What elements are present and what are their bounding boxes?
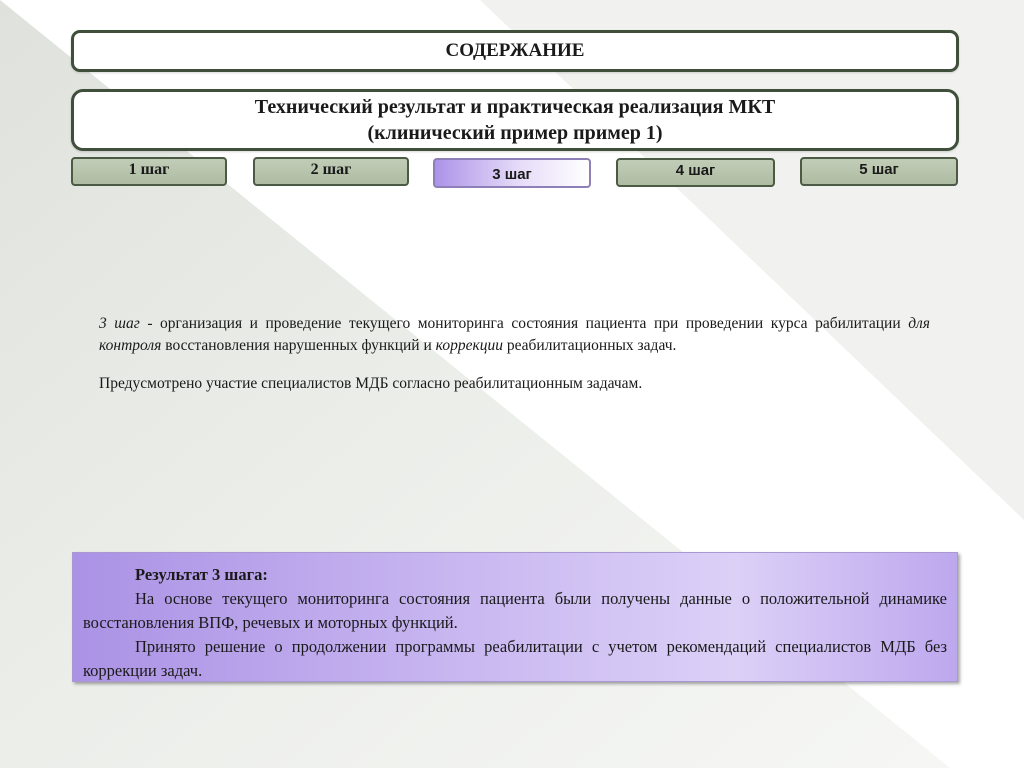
result-title: Результат 3 шага:: [135, 565, 268, 584]
step-2-button[interactable]: [253, 157, 409, 186]
step-description: [99, 313, 930, 395]
step-description-italic-1: для контроля: [99, 315, 930, 354]
step-1-button[interactable]: [71, 157, 227, 186]
step-description-part-a: - организация и проведение текущего мониторинга состояния пациента при проведении курса рабилитации: [139, 315, 909, 332]
result-panel: [72, 552, 958, 682]
result-paragraph-1: На основе текущего мониторинга состояния пациента были получены данные о положительной динамике восстановления ВПФ, речевых и моторных функций.: [83, 589, 947, 632]
step-3-button[interactable]: [433, 158, 591, 188]
step-description-paragraph-2: Предусмотрено участие специалистов МДБ согласно реабилитационным задачам.: [99, 375, 643, 392]
subtitle-line-1: Технический результат и практическая реализация МКТ: [254, 96, 776, 118]
step-5-button[interactable]: [800, 157, 958, 186]
section-subtitle: [71, 89, 959, 151]
subtitle-line-2: (клинический пример пример 1): [367, 122, 663, 144]
step-5-label: 5 шаг: [859, 161, 899, 178]
page-title-text: СОДЕРЖАНИЕ: [445, 40, 585, 61]
step-description-part-b: восстановления нарушенных функций и: [161, 337, 436, 354]
result-paragraph-2: Принято решение о продолжении программы реабилитации с учетом рекомендаций специалистов МДБ без коррекции задач.: [83, 637, 947, 680]
step-description-paragraph-1: [99, 313, 930, 357]
step-2-label: 2 шаг: [310, 160, 352, 178]
step-3-label: 3 шаг: [492, 165, 532, 183]
page-title: [71, 30, 959, 72]
step-name: 3 шаг: [99, 315, 140, 332]
step-4-label: 4 шаг: [675, 162, 716, 179]
step-4-button[interactable]: [616, 158, 775, 187]
step-description-part-c: реабилитационных задач.: [502, 337, 677, 354]
step-description-italic-2: коррекции: [435, 337, 503, 354]
step-1-label: 1 шаг: [128, 160, 170, 178]
